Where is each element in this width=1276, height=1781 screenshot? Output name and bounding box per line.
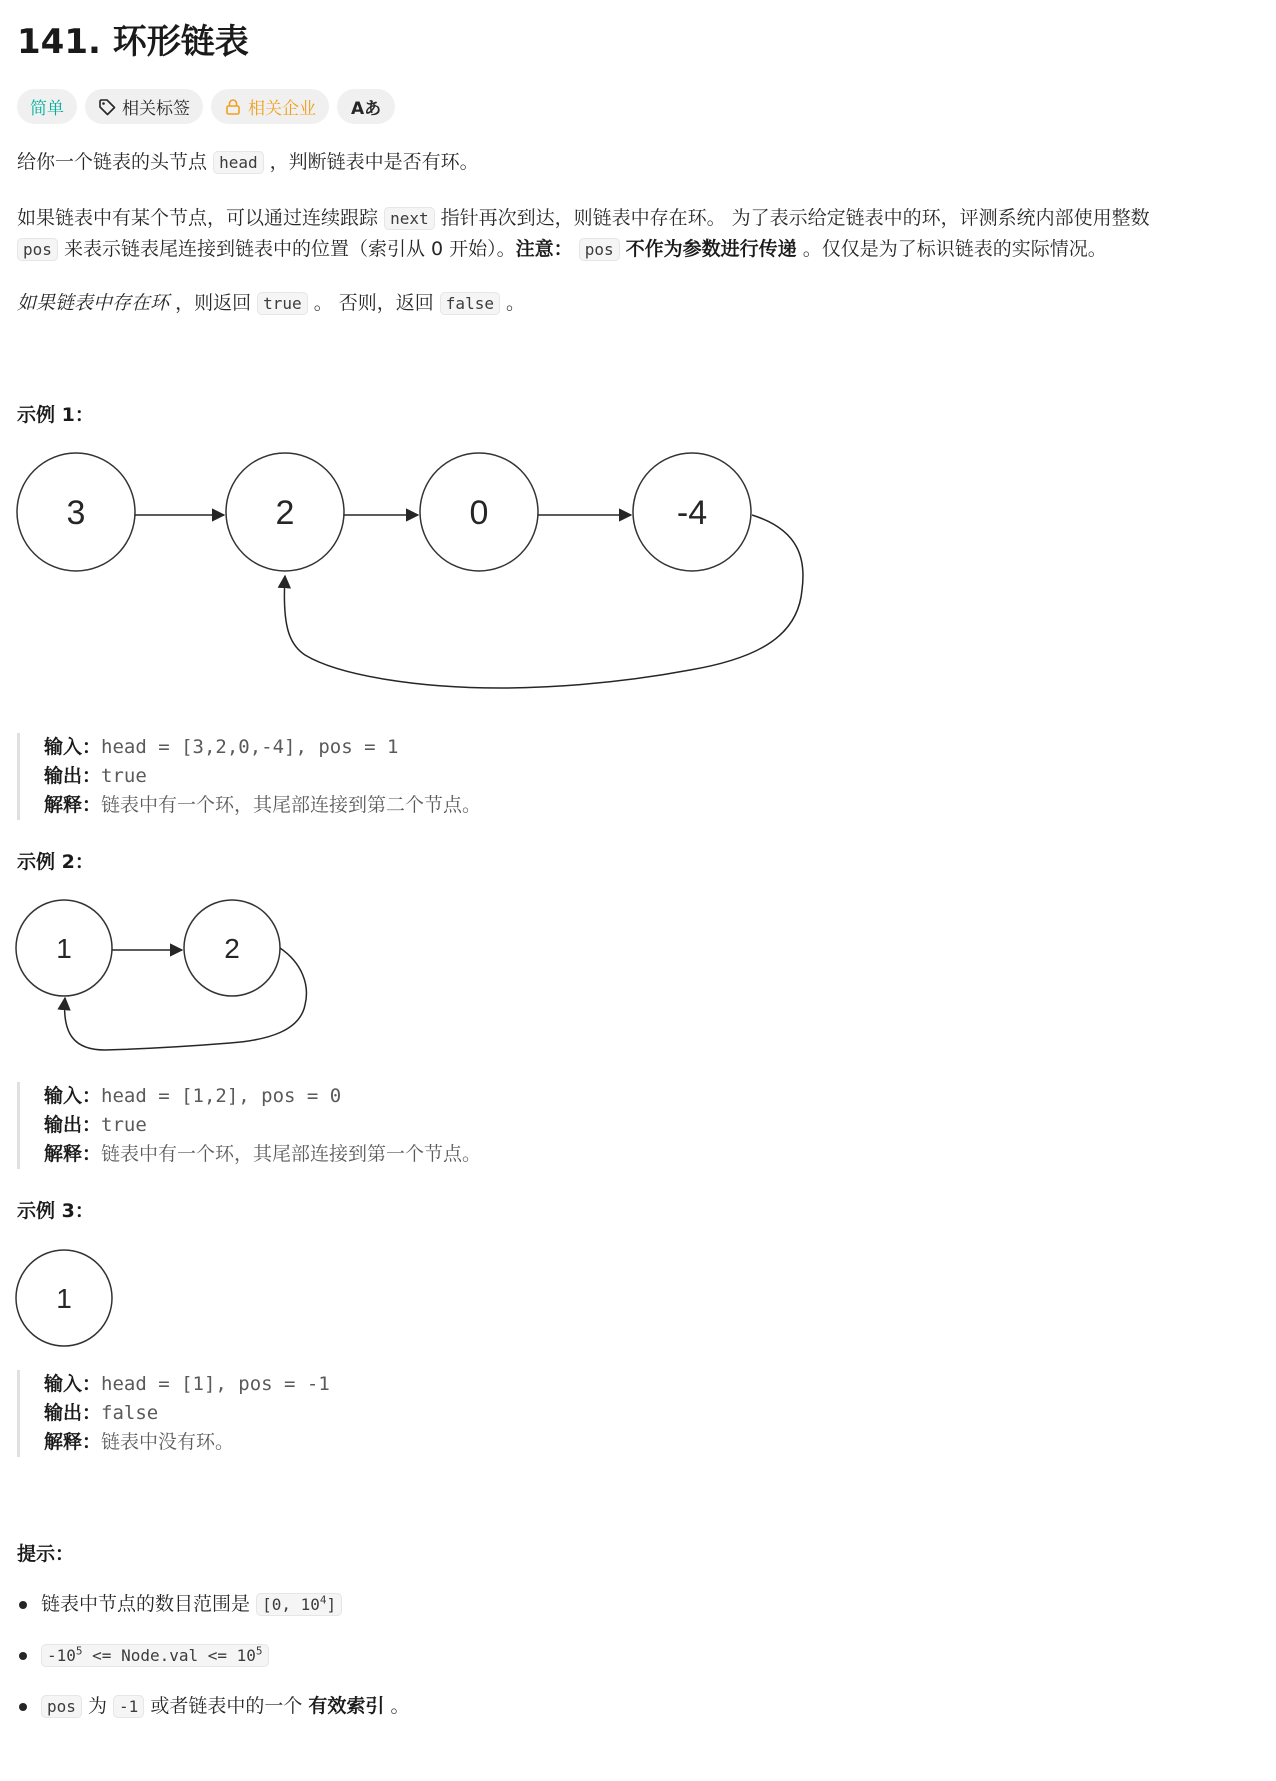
desc-text: 指针再次到达，则链表中存在环。 为了表示给定链表中的环，评测系统内部使用整数 [440, 207, 1150, 229]
hint-text: 或者链表中的一个 [150, 1695, 303, 1717]
example-3-input-row [44, 1370, 330, 1399]
example-1-heading: 示例 1： [17, 404, 94, 426]
explain-label: 解释： [44, 794, 102, 816]
example-2-heading: 示例 2： [17, 851, 94, 873]
inline-code: pos [579, 238, 620, 261]
output-value: false [101, 1402, 159, 1424]
example-1-output-row [44, 762, 481, 791]
lock-icon [224, 98, 242, 116]
example-1-node-1 [17, 453, 135, 571]
explain-value: 链表中有一个环，其尾部连接到第二个节点。 [101, 794, 482, 816]
description-paragraph-1 [17, 147, 479, 178]
output-value: true [101, 765, 147, 787]
description-paragraph-3 [17, 288, 525, 319]
inline-code [41, 1644, 269, 1667]
note-label: 注意： [515, 238, 573, 260]
example-1-node-3 [420, 453, 538, 571]
output-label: 输出： [44, 1114, 102, 1136]
hint-text: 链表中节点的数目范围是 [41, 1593, 251, 1615]
input-label: 输入： [44, 1085, 102, 1107]
code-part: <= Node.val <= 10 [82, 1646, 256, 1665]
example-1-node-2 [226, 453, 344, 571]
desc-text: 。仅仅是为了标识链表的实际情况。 [802, 238, 1107, 260]
example-3-explain-row [44, 1428, 330, 1457]
description-paragraph-2-line-1 [17, 203, 1150, 234]
hint-text: 。 [390, 1695, 410, 1717]
code-superscript: 5 [75, 1644, 83, 1658]
node-value: 1 [56, 1283, 72, 1314]
node-value: 1 [56, 933, 72, 964]
explain-label: 解释： [44, 1431, 102, 1453]
related-companies-label: 相关企业 [248, 99, 316, 119]
example-3-node-1 [16, 1250, 112, 1346]
desc-text: 如果链表中有某个节点，可以通过连续跟踪 [17, 207, 379, 229]
tag-bar [17, 89, 395, 124]
page-title: 141. 环形链表 [17, 22, 249, 62]
node-value: 3 [66, 494, 86, 532]
example-2-input-row [44, 1082, 481, 1111]
description-paragraph-2-line-2 [17, 234, 1107, 265]
inline-code: next [384, 207, 435, 230]
example-3-heading: 示例 3： [17, 1200, 94, 1222]
output-value: true [101, 1114, 147, 1136]
desc-text: ，则返回 [175, 292, 252, 314]
example-2-node-1 [16, 900, 112, 996]
hint-text: 为 [87, 1695, 107, 1717]
inline-code: pos [41, 1695, 82, 1718]
node-value: 2 [275, 494, 295, 532]
node-value: 2 [224, 933, 240, 964]
hint-item [17, 1638, 409, 1689]
example-1-input-row [44, 733, 481, 762]
related-tags-label: 相关标签 [122, 99, 190, 119]
example-2-output-row [44, 1111, 481, 1140]
input-label: 输入： [44, 1373, 102, 1395]
note-bold: 不作为参数进行传递 [625, 238, 797, 260]
node-value: -4 [676, 494, 708, 532]
explain-value: 链表中有一个环，其尾部连接到第一个节点。 [101, 1143, 482, 1165]
related-companies-button[interactable] [211, 89, 329, 124]
difficulty-badge[interactable]: 简单 [17, 89, 77, 124]
inline-code: head [213, 151, 264, 174]
translate-button[interactable]: Aあ [337, 89, 395, 124]
code-part: ] [326, 1595, 337, 1614]
node-value: 0 [469, 494, 489, 532]
desc-text: 。 否则，返回 [313, 292, 434, 314]
example-3-output-row [44, 1399, 330, 1428]
code-superscript: 4 [319, 1593, 327, 1607]
hint-bold: 有效索引 [308, 1695, 385, 1717]
related-tags-button[interactable] [85, 89, 203, 124]
desc-text: 来表示链表尾连接到链表中的位置（索引从 0 开始）。 [63, 238, 516, 260]
inline-code: pos [17, 238, 58, 261]
hints-heading: 提示： [17, 1543, 75, 1565]
example-2-node-2 [184, 900, 280, 996]
output-label: 输出： [44, 1402, 102, 1424]
input-label: 输入： [44, 736, 102, 758]
code-part: [0, 10 [262, 1595, 320, 1614]
example-3-diagram [0, 1245, 130, 1355]
desc-text: 给你一个链表的头节点 [17, 151, 208, 173]
example-2-block [17, 1082, 481, 1169]
hint-item [17, 1587, 409, 1638]
desc-text: ，判断链表中是否有环。 [269, 151, 479, 173]
inline-code: true [257, 292, 308, 315]
tag-icon [98, 98, 116, 116]
example-1-explain-row [44, 791, 481, 820]
output-label: 输出： [44, 765, 102, 787]
input-value: head = [3,2,0,-4], pos = 1 [101, 736, 399, 758]
code-part: -10 [47, 1646, 76, 1665]
inline-code [256, 1593, 342, 1616]
example-2-diagram [0, 895, 330, 1070]
input-value: head = [1,2], pos = 0 [101, 1085, 342, 1107]
inline-code: -1 [113, 1695, 144, 1718]
example-1-node-4 [633, 453, 751, 571]
example-3-block [17, 1370, 330, 1457]
explain-value: 链表中没有环。 [101, 1431, 235, 1453]
inline-code: false [440, 292, 500, 315]
example-2-explain-row [44, 1140, 481, 1169]
example-1-diagram [0, 440, 820, 710]
desc-text: 。 [506, 292, 526, 314]
hints-list [17, 1587, 409, 1740]
hint-item [17, 1689, 409, 1740]
input-value: head = [1], pos = -1 [101, 1373, 330, 1395]
explain-label: 解释： [44, 1143, 102, 1165]
example-1-block [17, 733, 481, 820]
code-superscript: 5 [255, 1644, 263, 1658]
desc-emphasis: 如果链表中存在环 [17, 292, 170, 314]
